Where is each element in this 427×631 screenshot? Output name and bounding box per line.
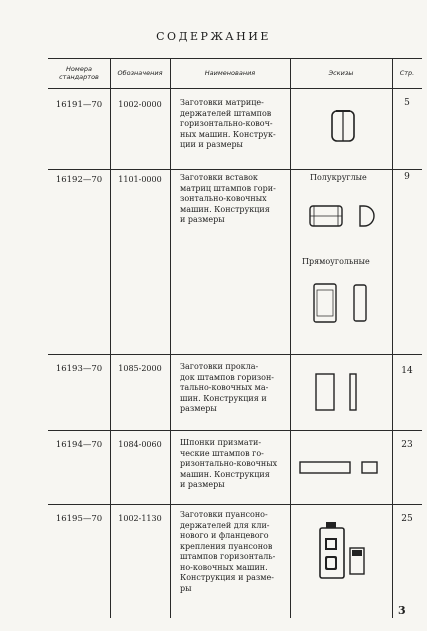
row-standard: 16192—70 xyxy=(55,175,103,185)
contents-table xyxy=(48,58,422,618)
row-page: 9 xyxy=(404,172,410,182)
column-divider xyxy=(170,58,171,618)
sketch-label-rectangular: Прямоугольные xyxy=(302,257,370,266)
row-page: 14 xyxy=(401,366,413,376)
header-name: Наименования xyxy=(204,69,256,77)
header-bottom-rule xyxy=(48,88,422,89)
row-name: Заготовки матрице- держателей штампов горизонтально-ковоч- ных машин. Конструк- ции и размеры xyxy=(180,98,276,149)
row-standard: 16194—70 xyxy=(55,440,103,450)
row-designation: 1085-2000 xyxy=(118,364,162,373)
header-designation: Обозначения xyxy=(117,69,163,77)
rectangular-insert-sketch xyxy=(312,282,372,324)
punch-holder-sketch xyxy=(318,520,366,580)
row-name: Заготовки вставок матриц штампов гори- зонтально-ковочных машин. Конструкция и размеры xyxy=(180,173,276,224)
row-name: Заготовки прокла- док штампов горизон- тально-ковочных ма- шин. Конструкция и размеры xyxy=(180,362,275,413)
row-page: 5 xyxy=(404,98,410,108)
sketch-label-semicircular: Полукруглые xyxy=(310,173,367,182)
semicircular-insert-sketch xyxy=(308,203,380,229)
header-standard: Номера стандартов xyxy=(59,65,99,81)
column-divider xyxy=(110,58,111,618)
matrix-holder-sketch xyxy=(330,108,356,144)
row-name: Шпонки призмати- ческие штампов го- ризонтально-ковочных машин. Конструкция и размеры xyxy=(180,438,278,489)
row-designation: 1002-0000 xyxy=(118,100,162,109)
row-standard: 16195—70 xyxy=(55,514,103,524)
row-name: Заготовки пуансоно- держателей для кли- нового и фланцевого крепления пуансонов штампов горизонталь- но-ковочных машин. Конструкция и разме- ры xyxy=(180,510,276,593)
row-divider xyxy=(48,354,422,355)
spacer-sketch xyxy=(314,372,360,412)
row-standard: 16193—70 xyxy=(55,364,103,374)
row-designation: 1084-0060 xyxy=(118,440,162,449)
column-divider xyxy=(392,58,393,618)
row-designation: 1101-0000 xyxy=(118,175,162,184)
page-title: СОДЕРЖАНИЕ xyxy=(156,30,271,43)
row-divider xyxy=(48,169,422,170)
page-number: 3 xyxy=(398,604,406,617)
row-divider xyxy=(48,430,422,431)
row-standard: 16191—70 xyxy=(55,100,103,110)
prismatic-key-sketch xyxy=(298,460,382,476)
header-sketches: Эскизы xyxy=(328,69,354,77)
column-divider xyxy=(290,58,291,618)
row-divider xyxy=(48,504,422,505)
row-page: 23 xyxy=(401,440,413,450)
header-page: Стр. xyxy=(399,69,415,77)
row-page: 25 xyxy=(401,514,413,524)
row-designation: 1002-1130 xyxy=(118,514,162,523)
